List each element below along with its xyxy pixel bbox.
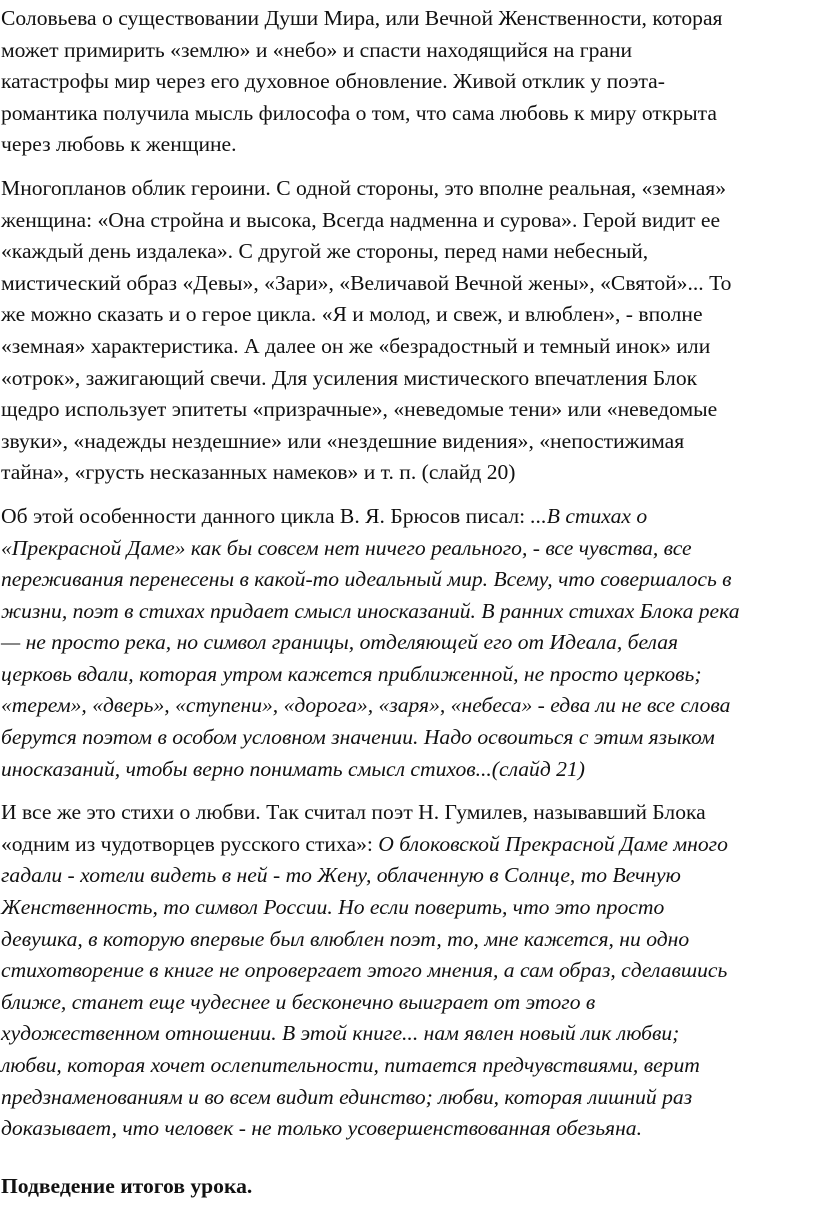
- text-run: «одним из чудотворцев русского стиха»:: [1, 831, 379, 856]
- section-heading: Подведение итогов урока.: [1, 1173, 253, 1198]
- text-line: [1, 331, 812, 363]
- text-line: [1, 205, 812, 237]
- text-line: [1, 860, 812, 892]
- italic-text-run: церковь вдали, которая утром кажется приближенной, не просто церковь;: [1, 661, 702, 686]
- text-run: И все же это стихи о любви. Так считал поэт Н. Гумилев, называвший Блока: [1, 800, 706, 825]
- text-line: [1, 829, 812, 861]
- text-line: [1, 3, 812, 35]
- text-line: [1, 564, 812, 596]
- text-line: [1, 754, 812, 786]
- paragraph: [1, 173, 812, 489]
- italic-text-run: стихотворение в книге не опровергает этого мнения, а сам образ, сделавшись: [1, 958, 728, 983]
- italic-text-run: ближе, станет еще чудеснее и бесконечно выиграет от этого в: [1, 989, 596, 1014]
- text-line: [1, 722, 812, 754]
- text-line: [1, 129, 812, 161]
- text-line: [1, 35, 812, 67]
- text-line: [1, 1113, 812, 1145]
- text-line: [1, 426, 812, 458]
- text-run: может примирить «землю» и «небо» и спасти находящийся на грани: [1, 37, 633, 62]
- text-line: [1, 66, 812, 98]
- text-run: звуки», «надежды нездешние» или «нездешние видения», «непостижимая: [1, 428, 685, 453]
- text-line: [1, 533, 812, 565]
- text-line: [1, 797, 812, 829]
- italic-text-run: иносказаний, чтобы верно понимать смысл стихов...(слайд 21): [1, 756, 585, 781]
- text-line: [1, 924, 812, 956]
- text-run: «земная» характеристика. А далее он же «безрадостный и темный инок» или: [1, 333, 711, 358]
- text-line: [1, 363, 812, 395]
- text-line: [1, 659, 812, 691]
- text-line: [1, 1050, 812, 1082]
- italic-text-run: — не просто река, но символ границы, отделяющей его от Идеала, белая: [1, 630, 679, 655]
- italic-text-run: «терем», «дверь», «ступени», «дорога», «заря», «небеса» - едва ли не все слова: [1, 693, 731, 718]
- text-line: [1, 98, 812, 130]
- text-line: [1, 501, 812, 533]
- text-run: Многопланов облик героини. С одной стороны, это вполне реальная, «земная»: [1, 175, 727, 200]
- text-run: Об этой особенности данного цикла В. Я. Брюсов писал:: [1, 503, 531, 528]
- text-run: через любовь к женщине.: [1, 132, 237, 157]
- text-run: романтика получила мысль философа о том, что сама любовь к миру открыта: [1, 100, 717, 125]
- italic-text-run: жизни, поэт в стихах придает смысл иносказаний. В ранних стихах Блока река: [1, 598, 740, 623]
- italic-text-run: девушка, в которую впервые был влюблен поэт, то, мне кажется, ни одно: [1, 926, 690, 951]
- text-line: [1, 236, 812, 268]
- text-run: «каждый день издалека». С другой же стороны, перед нами небесный,: [1, 239, 649, 264]
- text-line: [1, 955, 812, 987]
- text-line: [1, 457, 812, 489]
- italic-text-run: предзнаменованиям и во всем видит единство; любви, которая лишний раз: [1, 1084, 693, 1109]
- italic-text-run: берутся поэтом в особом условном значении. Надо освоиться с этим языком: [1, 725, 715, 750]
- italic-text-run: «Прекрасной Даме» как бы совсем нет ничего реального, - все чувства, все: [1, 535, 692, 560]
- paragraph: [1, 3, 812, 161]
- document-body: [1, 3, 812, 1145]
- italic-text-run: Женственность, то символ России. Но если поверить, что это просто: [1, 895, 665, 920]
- text-line: [1, 892, 812, 924]
- text-run: же можно сказать и о герое цикла. «Я и молод, и свеж, и влюблен», - вполне: [1, 302, 703, 327]
- text-line: [1, 1082, 812, 1114]
- text-line: [1, 987, 812, 1019]
- text-line: [1, 627, 812, 659]
- text-run: щедро использует эпитеты «призрачные», «неведомые тени» или «неведомые: [1, 397, 718, 422]
- text-line: [1, 596, 812, 628]
- text-run: мистический образ «Девы», «Зари», «Величавой Вечной жены», «Святой»... То: [1, 270, 732, 295]
- italic-text-run: О блоковской Прекрасной Даме много: [378, 831, 728, 856]
- text-run: катастрофы мир через его духовное обновление. Живой отклик у поэта-: [1, 69, 665, 94]
- italic-text-run: ...В стихах о: [530, 503, 648, 528]
- text-line: [1, 394, 812, 426]
- text-line: [1, 299, 812, 331]
- text-line: [1, 690, 812, 722]
- paragraph: [1, 797, 812, 1145]
- text-line: [1, 1018, 812, 1050]
- italic-text-run: доказывает, что человек - не только усовершенствованная обезьяна.: [1, 1116, 643, 1141]
- text-line: [1, 268, 812, 300]
- italic-text-run: любви, которая хочет ослепительности, питается предчувствиями, верит: [1, 1053, 700, 1077]
- italic-text-run: переживания перенесены в какой-то идеальный мир. Всему, что совершалось в: [1, 567, 732, 592]
- text-line: [1, 173, 812, 205]
- text-run: женщина: «Она стройна и высока, Всегда надменна и сурова». Герой видит ее: [1, 207, 721, 232]
- text-run: «отрок», зажигающий свечи. Для усиления мистического впечатления Блок: [1, 365, 698, 390]
- italic-text-run: художественном отношении. В этой книге... нам явлен новый лик любви;: [1, 1021, 680, 1046]
- text-run: Соловьева о существовании Души Мира, или Вечной Женственности, которая: [1, 6, 723, 30]
- italic-text-run: гадали - хотели видеть в ней - то Жену, облаченную в Солнце, то Вечную: [1, 863, 681, 888]
- text-run: тайна», «грусть несказанных намеков» и т. п. (слайд 20): [1, 460, 516, 485]
- paragraph: [1, 501, 812, 785]
